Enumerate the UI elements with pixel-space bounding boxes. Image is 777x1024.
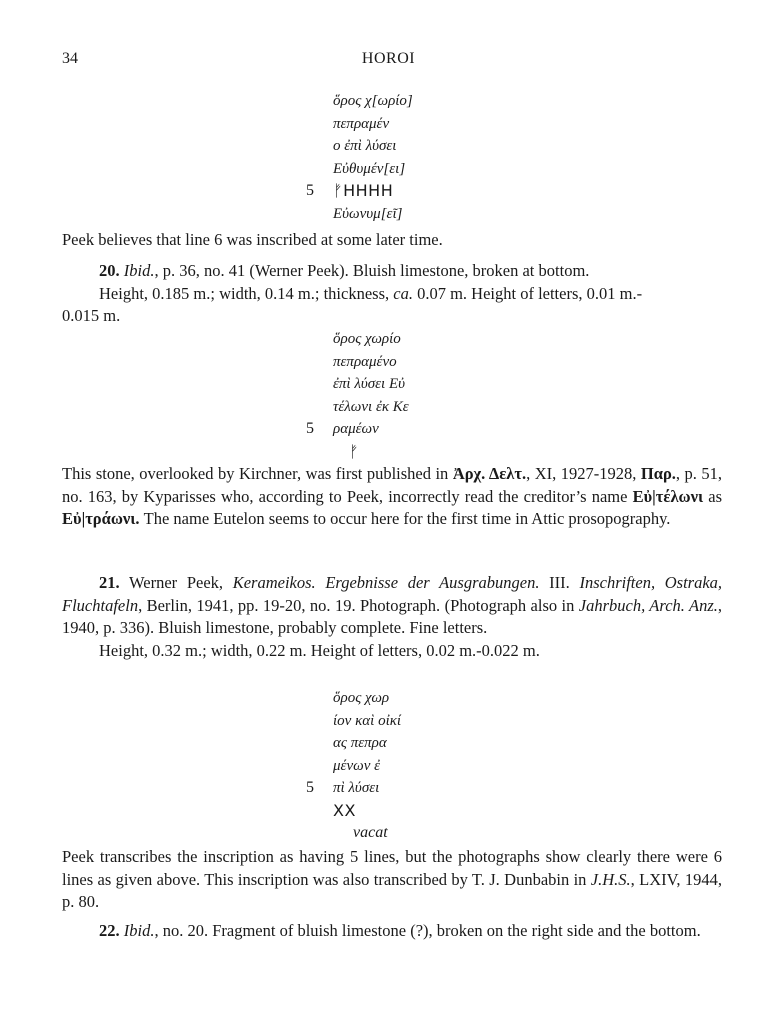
inscription-text: πὶ λύσει (333, 780, 380, 796)
running-head: HOROI (361, 50, 416, 67)
ibid: Ibid. (123, 261, 155, 280)
text-run: , Berlin, 1941, pp. 19-20, no. 19. Photograph. (Photograph also in (138, 595, 575, 615)
entry-21 (62, 572, 722, 662)
inscription-line (333, 800, 401, 823)
book-title: Kerameikos. Ergebnisse der Ausgrabungen. (232, 573, 540, 592)
inscription-line: ὅρος χωρ (333, 690, 390, 706)
text-run: as (708, 486, 723, 506)
inscription-line (333, 822, 401, 845)
paragraph-text (62, 463, 722, 531)
inscription-line: ἐπὶ λύσει Εὐ (333, 376, 405, 392)
inscription-line: πεπραμέν (333, 115, 390, 132)
greek-name: Εὐ|τράωνι. (62, 509, 140, 528)
text-run: The name Eutelon seems to occur here for the first time in Attic prosopography. (143, 509, 671, 528)
entry-20-description (62, 260, 722, 283)
greek-name: Εὐ|τέλωνι (632, 486, 704, 506)
journal-abbrev: Ἀρχ. Δελτ. (452, 464, 527, 483)
page-number: 34 (62, 50, 78, 67)
text-run: , p. 51, no. 163, by Kyparisses who, according to Peek, incorrectly read the creditor’s name (62, 464, 723, 506)
numeral-text: XX (333, 800, 356, 820)
text-run: Peek transcribes the inscription as having 5 lines, but the photographs show clearly there were 6 lines as given above. This inscription was also transcribed by T. J. Dunbabin in (62, 847, 722, 889)
inscription-line (306, 180, 413, 203)
inscription-line: τέλωνι ἐκ Κε (333, 398, 409, 415)
entry-number: 21. (99, 573, 120, 592)
inscription-line: ὅρος χ[ωρίο] (333, 93, 413, 109)
inscription-line (333, 441, 409, 464)
paragraph-kirchner (62, 463, 722, 531)
entry-21-description (62, 572, 722, 640)
inscription-20 (306, 328, 409, 463)
inscription-line: Εὐθυμέν[ει] (333, 160, 406, 177)
inscription-line: μένων ἐ (333, 757, 381, 774)
journal-abbrev: Παρ. (640, 464, 676, 483)
numeral-text: ᚠ (349, 441, 360, 461)
text-run: , XI, 1927-1928, (526, 464, 637, 483)
line-number: 5 (306, 182, 314, 199)
text-run: Werner Peek, (129, 573, 224, 592)
entry-description: , no. 20. Fragment of bluish limestone (?), broken on the right side and the bottom. (154, 921, 701, 940)
inscription-line (306, 777, 401, 800)
entry-20 (62, 260, 722, 328)
entry-22-description (62, 920, 722, 943)
numeral-text: ᚠHHHH (333, 181, 394, 200)
line-number: 5 (306, 420, 314, 437)
ca-abbrev: ca. (393, 283, 413, 303)
book-title: Inschriften, Ostraka, Fluchtafeln (62, 573, 723, 615)
entry-22 (62, 920, 722, 943)
inscription-19 (306, 90, 413, 225)
journal-abbrev: J.H.S. (590, 869, 631, 889)
entry-20-measurements-cont: 0.015 m. (62, 306, 121, 325)
journal-title: Jahrbuch, Arch. Anz. (578, 595, 718, 615)
inscription-line: ὅρος χωρίο (333, 331, 401, 347)
inscription-line: πεπραμένο (333, 353, 397, 370)
inscription-line: ο ἐπὶ λύσει (333, 138, 397, 154)
paragraph-transcription (62, 846, 722, 914)
inscription-line: ας πεπρα (333, 735, 387, 751)
ibid: Ibid. (123, 921, 155, 940)
paragraph-text: Peek believes that line 6 was inscribed at some later time. (62, 230, 443, 249)
measurements-text: Height, 0.185 m.; width, 0.14 m.; thickness, (99, 283, 390, 303)
inscription-line: ίον καὶ οἰκί (333, 712, 402, 729)
text-run: This stone, overlooked by Kirchner, was first published in (62, 464, 449, 483)
entry-21-measurements: Height, 0.32 m.; width, 0.22 m. Height of letters, 0.02 m.-0.022 m. (99, 640, 540, 660)
text-run: , 1940, p. 336). Bluish limestone, probably complete. Fine letters. (62, 595, 722, 637)
entry-20-measurements (62, 283, 722, 306)
text-run: III. (549, 573, 570, 592)
inscription-line: Εὐωνυμ[εῖ] (333, 205, 403, 222)
vacat-note: vacat (353, 824, 388, 841)
paragraph-text (62, 846, 722, 914)
measurements-text: 0.07 m. Height of letters, 0.01 m.- (417, 283, 643, 303)
entry-number: 22. (99, 921, 120, 940)
inscription-21 (306, 687, 402, 845)
entry-number: 20. (99, 261, 120, 280)
text-run: , LXIV, 1944, p. 80. (62, 869, 723, 911)
entry-description: , p. 36, no. 41 (Werner Peek). Bluish limestone, broken at bottom. (154, 261, 590, 280)
inscription-line (306, 418, 409, 441)
paragraph-peek-line6 (62, 229, 722, 252)
inscription-text: ραμέων (333, 421, 379, 437)
line-number: 5 (306, 779, 314, 796)
